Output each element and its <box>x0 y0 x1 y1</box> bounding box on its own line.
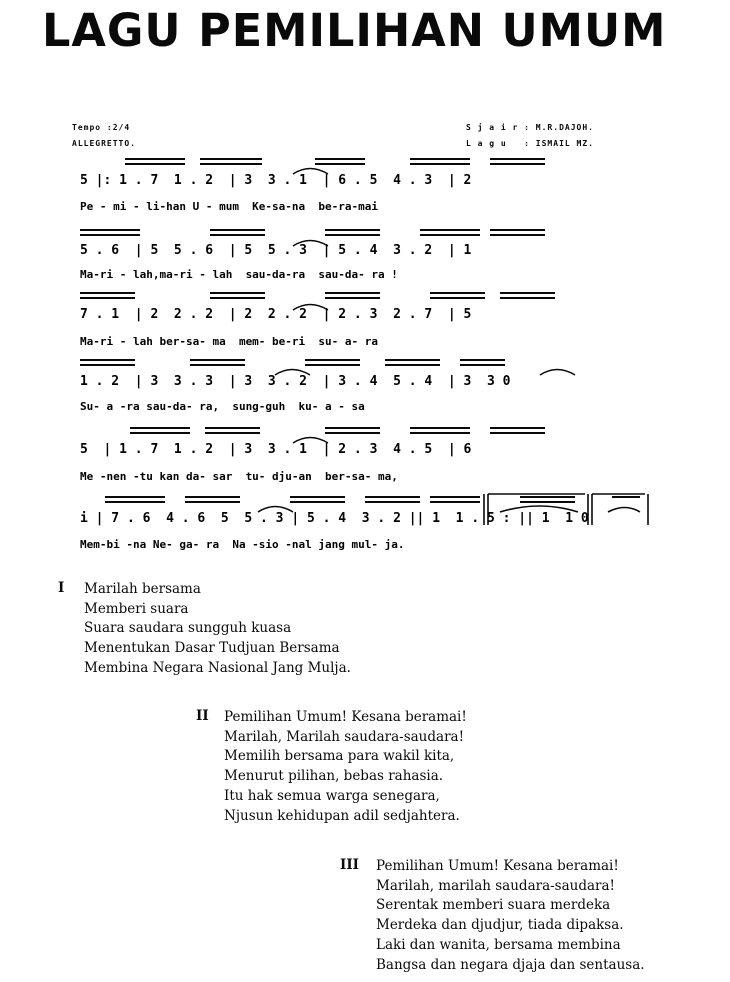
verse-number-3: III <box>340 857 359 873</box>
notes-row-4: 1 . 2 | 3 3 . 3 | 3 3 . 2 | 3 . 4 5 . 4 | 3 3 0 <box>80 374 511 389</box>
notes-row-1: 5 |: 1 . 7 1 . 2 | 3 3 . 1 | 6 . 5 4 . 3 | 2 <box>80 173 472 188</box>
verse-line: Marilah bersama <box>84 581 201 597</box>
lyrics-row-6: Mem-bi -na Ne- ga- ra Na -sio -nal jang mul- ja. <box>80 538 405 551</box>
notes-row-6: i | 7 . 6 4 . 6 5 5 . 3 | 5 . 4 3 . 2 || 1 1 . 5 : || 1 1 0 <box>80 511 589 526</box>
verse-line: Pemilihan Umum! Kesana beramai! <box>224 709 467 725</box>
verse-line: Serentak memberi suara merdeka <box>376 897 611 914</box>
composer-credit: L a g u : ISMAIL MZ. <box>466 139 594 148</box>
style-label: ALLEGRETTO. <box>72 139 136 148</box>
verse-line: Pemilihan Umum! Kesana beramai! <box>376 858 619 874</box>
verse-line: Laki dan wanita, bersama membina <box>376 936 621 953</box>
verse-line: Membina Negara Nasional Jang Mulja. <box>84 659 351 676</box>
verse-3 <box>376 857 645 975</box>
verse-line: Njusun kehidupan adil sedjahtera. <box>224 807 460 824</box>
notes-row-2: 5 . 6 | 5 5 . 6 | 5 5 . 3 | 5 . 4 3 . 2 | 1 <box>80 243 472 258</box>
lyrics-row-5: Me -nen -tu kan da- sar tu- dju-an ber-sa- ma, <box>80 470 398 483</box>
verse-line: Menurut pilihan, bebas rahasia. <box>224 768 444 785</box>
verse-1 <box>84 580 351 679</box>
verse-line: Menentukan Dasar Tudjuan Bersama <box>84 640 340 657</box>
lyrics-row-1: Pe - mi - li-han U - mum Ke-sa-na be-ra-mai <box>80 200 379 213</box>
verse-2 <box>224 708 467 826</box>
notes-row-5: 5 | 1 . 7 1 . 2 | 3 3 . 1 | 2 . 3 4 . 5 | 6 <box>80 442 472 457</box>
page-title: LAGU PEMILIHAN UMUM <box>42 4 667 57</box>
lyricist-credit: S j a i r : M.R.DAJOH. <box>466 123 594 132</box>
verse-line: Memberi suara <box>84 600 189 617</box>
lyrics-row-4: Su- a -ra sau-da- ra, sung-guh ku- a - sa <box>80 400 365 413</box>
verse-number-2: II <box>196 708 209 724</box>
verse-line: Marilah, Marilah saudara-saudara! <box>224 728 464 745</box>
notes-row-3: 7 . 1 | 2 2 . 2 | 2 2 . 2 | 2 . 3 2 . 7 | 5 <box>80 307 472 322</box>
verse-line: Marilah, marilah saudara-saudara! <box>376 877 615 894</box>
verse-line: Itu hak semua warga senegara, <box>224 787 440 804</box>
verse-line: Bangsa dan negara djaja dan sentausa. <box>376 956 645 973</box>
verse-line: Merdeka dan djudjur, tiada dipaksa. <box>376 917 624 934</box>
tempo-label: Tempo :2/4 <box>72 123 131 132</box>
verse-line: Suara saudara sungguh kuasa <box>84 620 292 637</box>
verse-number-1: I <box>58 580 65 596</box>
lyrics-row-3: Ma-ri - lah ber-sa- ma mem- be-ri su- a- ra <box>80 335 379 348</box>
lyrics-row-2: Ma-ri - lah,ma-ri - lah sau-da-ra sau-da- ra ! <box>80 268 398 281</box>
verse-line: Memilih bersama para wakil kita, <box>224 748 455 765</box>
